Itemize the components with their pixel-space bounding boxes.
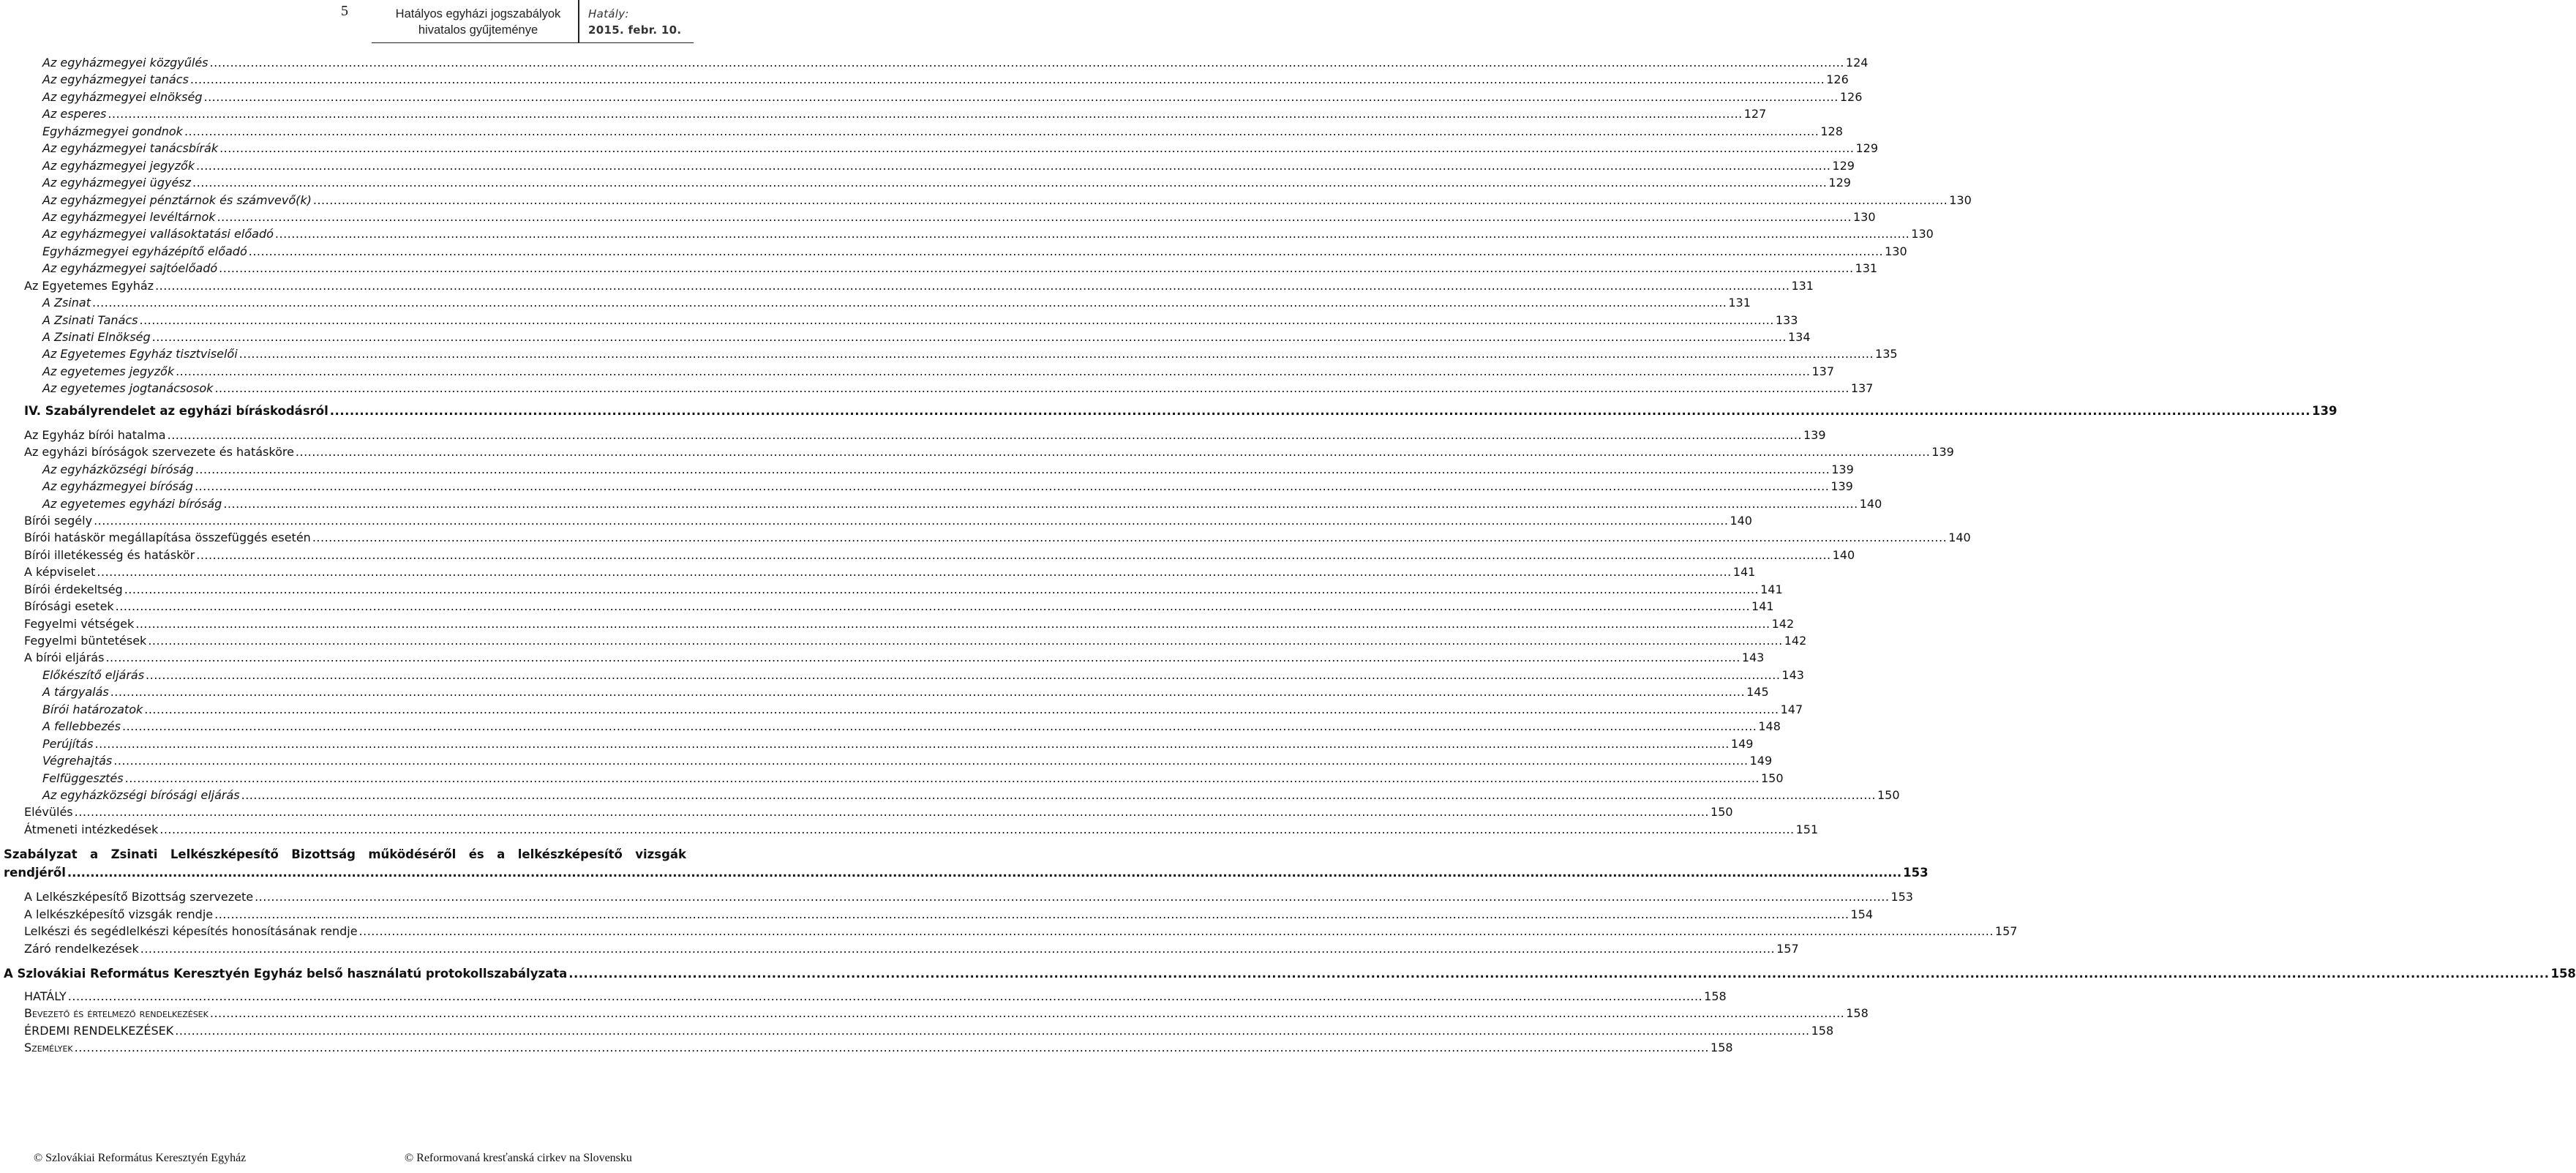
toc-leader-dots: ................................................................................................................................................................................................................................................................................................................................................................................................................	[209, 1006, 1845, 1021]
toc-leader-dots: ................................................................................................................................................................................................................................................................................................................................................................................................................	[192, 176, 1828, 190]
toc-entry[interactable]	[0, 940, 1799, 957]
toc-leader-dots: ................................................................................................................................................................................................................................................................................................................................................................................................................	[92, 296, 1727, 310]
toc-section-heading[interactable]	[0, 963, 2576, 985]
toc-leader-dots: ................................................................................................................................................................................................................................................................................................................................................................................................................	[124, 771, 1760, 785]
toc-entry[interactable]	[0, 735, 1754, 752]
toc-entry[interactable]	[0, 363, 1834, 380]
toc-entry-page: 153	[1890, 890, 1913, 904]
toc-leader-dots: ................................................................................................................................................................................................................................................................................................................................................................................................................	[151, 330, 1787, 344]
toc-entry-page: 129	[1855, 141, 1878, 156]
toc-entry-title: Az egyházmegyei közgyűlés	[42, 56, 209, 70]
toc-entry-page: 139	[2312, 403, 2337, 418]
toc-leader-dots: ................................................................................................................................................................................................................................................................................................................................................................................................................	[203, 89, 1839, 104]
toc-entry-page: 131	[1855, 261, 1878, 276]
toc-entry[interactable]	[0, 71, 1849, 88]
toc-entry[interactable]	[0, 443, 1954, 460]
toc-entry-page: 131	[1728, 296, 1751, 310]
toc-leader-dots: ................................................................................................................................................................................................................................................................................................................................................................................................................	[124, 582, 1760, 596]
toc-entry-title: Bírói illetékesség és hatáskör	[24, 547, 195, 562]
toc-entry-title: Az egyházi bíróságok szervezete és hatásköre	[24, 445, 294, 460]
toc-entry-page: 126	[1826, 72, 1849, 87]
effective-label: Hatály:	[588, 7, 629, 20]
toc-entry-title: A Zsinati Tanács	[42, 312, 138, 327]
toc-leader-dots: ................................................................................................................................................................................................................................................................................................................................................................................................................	[155, 278, 1790, 293]
toc-entry-page: 140	[1859, 496, 1882, 511]
toc-entry-page: 147	[1780, 702, 1803, 716]
toc-entry-page: 143	[1741, 651, 1765, 665]
toc-entry[interactable]	[0, 294, 1751, 311]
toc-entry[interactable]	[0, 174, 1851, 191]
toc-leader-dots: ................................................................................................................................................................................................................................................................................................................................................................................................................	[209, 56, 1844, 70]
toc-entry-page: 139	[1831, 462, 1854, 476]
footer-copyright-hungarian: © Szlovákiai Református Keresztyén Egyház	[34, 1152, 247, 1164]
toc-entry-page: 141	[1760, 582, 1783, 596]
toc-entry-title: Az esperes	[42, 107, 107, 121]
toc-entry[interactable]	[0, 683, 1769, 700]
toc-leader-dots: ................................................................................................................................................................................................................................................................................................................................................................................................................	[108, 107, 1743, 121]
toc-leader-dots: ................................................................................................................................................................................................................................................................................................................................................................................................................	[312, 192, 1948, 207]
toc-leader-dots: ................................................................................................................................................................................................................................................................................................................................................................................................................	[248, 244, 1884, 258]
toc-entry-page: 142	[1784, 634, 1807, 648]
toc-leader-dots: ................................................................................................................................................................................................................................................................................................................................................................................................................	[241, 787, 1876, 802]
toc-leader-dots: ................................................................................................................................................................................................................................................................................................................................................................................................................	[148, 634, 1783, 648]
toc-leader-dots: ................................................................................................................................................................................................................................................................................................................................................................................................................	[239, 347, 1874, 361]
toc-entry-title: Záró rendelkezések	[24, 941, 139, 956]
toc-leader-dots: ................................................................................................................................................................................................................................................................................................................................................................................................................	[110, 685, 1746, 700]
header-title-line2: hivatalos gyűjteménye	[418, 23, 538, 37]
toc-entry-page: 158	[1704, 989, 1727, 1003]
toc-entry-page: 140	[1730, 513, 1752, 528]
toc-entry[interactable]	[0, 821, 1819, 838]
toc-entry[interactable]	[0, 888, 1913, 905]
toc-leader-dots: ................................................................................................................................................................................................................................................................................................................................................................................................................	[94, 513, 1729, 528]
toc-entry-title: Elévülés	[24, 805, 73, 820]
toc-leader-dots: ................................................................................................................................................................................................................................................................................................................................................................................................................	[223, 496, 1858, 511]
toc-leader-dots: ................................................................................................................................................................................................................................................................................................................................................................................................................	[175, 1023, 1810, 1038]
toc-entry-page: 140	[1832, 547, 1855, 562]
toc-entry-page: 141	[1751, 599, 1774, 614]
toc-leader-dots: ................................................................................................................................................................................................................................................................................................................................................................................................................	[113, 754, 1749, 768]
toc-entry-title: HATÁLY	[24, 989, 67, 1003]
toc-leader-dots: ................................................................................................................................................................................................................................................................................................................................................................................................................	[329, 403, 2311, 418]
toc-entry[interactable]	[0, 529, 1971, 546]
toc-entry-title: A tárgyalás	[42, 685, 109, 700]
footer-copyright-slovak: © Reformovaná kresťanská cirkev na Slovensku	[405, 1152, 632, 1164]
toc-leader-dots: ................................................................................................................................................................................................................................................................................................................................................................................................................	[115, 599, 1751, 614]
toc-entry-title: Bevezető és értelmező rendelkezések	[24, 1006, 209, 1021]
toc-entry[interactable]	[0, 512, 1752, 529]
toc-entry[interactable]	[0, 701, 1803, 718]
toc-leader-dots: ................................................................................................................................................................................................................................................................................................................................................................................................................	[159, 822, 1795, 836]
toc-leader-dots: ................................................................................................................................................................................................................................................................................................................................................................................................................	[217, 209, 1852, 224]
toc-entry-title: IV. Szabályrendelet az egyházi bíráskodásról	[24, 403, 328, 418]
toc-entry-title: Fegyelmi vétségek	[24, 616, 135, 631]
toc-entry-page: 148	[1758, 719, 1781, 734]
toc-entry-title: Lelkészi és segédlelkészi képesítés honosításának rendje	[24, 924, 358, 939]
toc-leader-dots: ................................................................................................................................................................................................................................................................................................................................................................................................................	[176, 364, 1811, 378]
toc-entry-page: 139	[1830, 479, 1853, 494]
header-title	[385, 6, 571, 38]
toc-entry-page: 130	[1885, 244, 1907, 258]
toc-entry-page: 142	[1771, 616, 1795, 631]
toc-entry-page: 140	[1948, 531, 1971, 545]
toc-entry-title: Bírói határozatok	[42, 702, 143, 716]
toc-entry-page: 153	[1903, 866, 1929, 880]
toc-entry-title: Perújítás	[42, 736, 94, 751]
toc-leader-dots: ................................................................................................................................................................................................................................................................................................................................................................................................................	[146, 667, 1781, 682]
toc-entry[interactable]	[0, 312, 1798, 329]
toc-entry[interactable]	[0, 988, 1727, 1005]
toc-entry[interactable]	[0, 260, 1878, 277]
toc-entry-title: Az Egyetemes Egyház	[24, 278, 154, 293]
toc-leader-dots: ................................................................................................................................................................................................................................................................................................................................................................................................................	[196, 158, 1831, 173]
toc-leader-dots: ................................................................................................................................................................................................................................................................................................................................................................................................................	[312, 531, 1948, 545]
toc-leader-dots: ................................................................................................................................................................................................................................................................................................................................................................................................................	[295, 445, 1931, 460]
toc-entry-page: 150	[1760, 771, 1784, 785]
toc-entry-title: A képviselet	[24, 565, 96, 580]
toc-entry[interactable]	[0, 461, 1854, 478]
toc-leader-dots: ................................................................................................................................................................................................................................................................................................................................................................................................................	[219, 141, 1855, 156]
toc-entry-title: Az egyetemes jogtanácsosok	[42, 381, 214, 396]
toc-entry[interactable]	[0, 157, 1855, 174]
toc-entry-page: 154	[1850, 907, 1874, 921]
toc-entry[interactable]	[0, 667, 1804, 683]
toc-entry-page: 139	[1931, 445, 1954, 460]
toc-entry[interactable]	[0, 495, 1882, 512]
toc-leader-dots: ................................................................................................................................................................................................................................................................................................................................................................................................................	[67, 866, 1902, 880]
toc-heading-line2: rendjéről	[4, 866, 66, 880]
toc-leader-dots: ................................................................................................................................................................................................................................................................................................................................................................................................................	[94, 736, 1730, 751]
toc-entry[interactable]	[0, 105, 1767, 122]
toc-entry-title: Személyek	[24, 1041, 73, 1055]
toc-entry-title: Egyházmegyei egyházépítő előadó	[42, 244, 247, 258]
toc-entry-title: A Zsinat	[42, 296, 91, 310]
toc-entry[interactable]	[0, 906, 1874, 923]
toc-entry-title: Az egyházmegyei ügyész	[42, 176, 192, 190]
toc-entry[interactable]	[0, 345, 1898, 362]
toc-entry-title: Bírói segély	[24, 513, 93, 528]
toc-entry-page: 127	[1743, 107, 1767, 121]
toc-entry[interactable]	[0, 192, 1972, 209]
toc-entry[interactable]	[0, 243, 1907, 260]
toc-leader-dots: ................................................................................................................................................................................................................................................................................................................................................................................................................	[274, 227, 1910, 241]
toc-leader-dots: ................................................................................................................................................................................................................................................................................................................................................................................................................	[97, 565, 1732, 580]
toc-entry[interactable]	[0, 718, 1781, 735]
header-effective	[588, 6, 691, 38]
toc-entry-title: Az egyházmegyei tanács	[42, 72, 189, 87]
toc-leader-dots: ................................................................................................................................................................................................................................................................................................................................................................................................................	[105, 651, 1741, 665]
header-title-line1: Hatályos egyházi jogszabályok	[395, 7, 561, 20]
toc-entry-title: Az egyetemes jegyzők	[42, 364, 175, 378]
toc-entry[interactable]	[0, 1005, 1869, 1022]
toc-leader-dots: ................................................................................................................................................................................................................................................................................................................................................................................................................	[74, 1041, 1710, 1055]
toc-entry-page: 143	[1781, 667, 1804, 682]
toc-entry-page: 137	[1850, 381, 1874, 396]
toc-entry-page: 124	[1845, 56, 1869, 70]
toc-entry[interactable]	[0, 615, 1795, 632]
toc-leader-dots: ................................................................................................................................................................................................................................................................................................................................................................................................................	[255, 890, 1890, 904]
toc-entry-title: Az egyházmegyei levéltárnok	[42, 209, 216, 224]
toc-spacer	[0, 838, 702, 845]
toc-entry-page: 141	[1732, 565, 1756, 580]
toc-entry-title: A Zsinati Elnökség	[42, 330, 151, 344]
toc-entry[interactable]	[0, 140, 1878, 157]
toc-leader-dots: ................................................................................................................................................................................................................................................................................................................................................................................................................	[184, 124, 1820, 138]
toc-entry-page: 137	[1811, 364, 1834, 378]
toc-leader-dots: ................................................................................................................................................................................................................................................................................................................................................................................................................	[214, 907, 1850, 921]
toc-entry[interactable]	[0, 787, 1900, 803]
toc-leader-dots: ................................................................................................................................................................................................................................................................................................................................................................................................................	[67, 989, 1703, 1003]
toc-entry-page: 150	[1877, 787, 1900, 802]
toc-entry[interactable]	[0, 770, 1784, 787]
toc-entry[interactable]	[0, 632, 1807, 649]
toc-entry-page: 157	[1994, 924, 2018, 939]
toc-entry-page: 149	[1730, 736, 1754, 751]
toc-entry-title: Átmeneti intézkedések	[24, 822, 159, 836]
toc-leader-dots: ................................................................................................................................................................................................................................................................................................................................................................................................................	[214, 381, 1850, 396]
toc-entry-title: Az Egyház bírói hatalma	[24, 427, 166, 442]
toc-entry-page: 129	[1832, 158, 1855, 173]
toc-entry-title: Bírósági esetek	[24, 599, 114, 614]
toc-entry-page: 158	[1846, 1006, 1869, 1021]
toc-entry-title: ÉRDEMI RENDELKEZÉSEK	[24, 1023, 174, 1038]
toc-entry[interactable]	[0, 547, 1855, 563]
toc-entry-page: 129	[1828, 176, 1851, 190]
toc-leader-dots: ................................................................................................................................................................................................................................................................................................................................................................................................................	[358, 924, 1994, 939]
toc-entry-title: Az Egyetemes Egyház tisztviselői	[42, 347, 238, 361]
toc-entry-title: Végrehajtás	[42, 754, 113, 768]
toc-entry-title: Az egyetemes egyházi bíróság	[42, 496, 222, 511]
toc-entry-title: Bírói érdekeltség	[24, 582, 123, 596]
toc-spacer	[0, 957, 702, 963]
toc-entry-page: 158	[1811, 1023, 1834, 1038]
toc-entry-page: 151	[1795, 822, 1819, 836]
toc-entry[interactable]	[0, 209, 1876, 225]
toc-leader-dots: ................................................................................................................................................................................................................................................................................................................................................................................................................	[194, 479, 1830, 494]
toc-entry-title: Az egyházmegyei elnökség	[42, 89, 203, 104]
toc-entry[interactable]	[0, 1039, 1733, 1056]
toc-leader-dots: ................................................................................................................................................................................................................................................................................................................................................................................................................	[140, 941, 1776, 956]
toc-leader-dots: ................................................................................................................................................................................................................................................................................................................................................................................................................	[167, 427, 1802, 442]
toc-entry[interactable]	[0, 225, 1934, 242]
toc-entry-page: 126	[1839, 89, 1863, 104]
toc-entry-page: 139	[1803, 427, 1826, 442]
toc-leader-dots: ................................................................................................................................................................................................................................................................................................................................................................................................................	[135, 616, 1770, 631]
toc-entry-title: A Lelkészképesítő Bizottság szervezete	[24, 890, 254, 904]
toc-leader-dots: ................................................................................................................................................................................................................................................................................................................................................................................................................	[196, 547, 1831, 562]
toc-entry-title: A bírói eljárás	[24, 651, 105, 665]
toc-entry[interactable]	[0, 563, 1756, 580]
toc-entry-title: Egyházmegyei gondnok	[42, 124, 183, 138]
toc-entry[interactable]	[0, 89, 1863, 105]
toc-entry[interactable]	[0, 649, 1765, 666]
toc-entry-page: 131	[1791, 278, 1814, 293]
toc-entry-title: A Szlovákiai Református Keresztyén Egyház belső használatú protokollszabályzata	[4, 967, 568, 981]
toc-entry[interactable]	[0, 803, 1733, 820]
toc-entry-page: 130	[1949, 192, 1972, 207]
toc-entry-title: Az egyházmegyei jegyzők	[42, 158, 195, 173]
toc-entry[interactable]	[0, 277, 1814, 294]
toc-leader-dots: ................................................................................................................................................................................................................................................................................................................................................................................................................	[74, 805, 1710, 820]
toc-entry-title: A fellebbezés	[42, 719, 121, 734]
toc-entry[interactable]	[0, 329, 1811, 345]
toc-leader-dots: ................................................................................................................................................................................................................................................................................................................................................................................................................	[121, 719, 1757, 734]
toc-leader-dots: ................................................................................................................................................................................................................................................................................................................................................................................................................	[189, 72, 1825, 87]
toc-entry-page: 157	[1776, 941, 1799, 956]
toc-leader-dots: ................................................................................................................................................................................................................................................................................................................................................................................................................	[144, 702, 1779, 716]
toc-entry-title: Bírói hatáskör megállapítása összefüggés esetén	[24, 531, 311, 545]
toc-entry[interactable]	[0, 581, 1783, 598]
toc-entry-title: Előkészítő eljárás	[42, 667, 145, 682]
toc-entry-page: 150	[1711, 805, 1733, 820]
toc-heading-line1: Szabályzat a Zsinati Lelkészképesítő Bizottság működéséről és a lelkészképesítő vizsgák	[4, 847, 686, 862]
page-number: 5	[341, 3, 348, 19]
toc-entry-page: 130	[1852, 209, 1876, 224]
toc-leader-dots: ................................................................................................................................................................................................................................................................................................................................................................................................................	[568, 967, 2550, 981]
toc-entry-title: Az egyházközségi bíróság	[42, 462, 194, 476]
toc-leader-dots: ................................................................................................................................................................................................................................................................................................................................................................................................................	[195, 462, 1830, 476]
toc-entry-page: 145	[1746, 685, 1769, 700]
toc-entry-page: 158	[2550, 967, 2576, 981]
running-header	[372, 0, 694, 43]
toc-entry[interactable]	[0, 923, 2018, 940]
toc-entry[interactable]	[0, 427, 1826, 443]
toc-entry[interactable]	[0, 1022, 1834, 1039]
toc-entry-page: 128	[1820, 124, 1843, 138]
toc-entry-title: Az egyházmegyei bíróság	[42, 479, 193, 494]
toc-entry-title: Felfüggesztés	[42, 771, 124, 785]
header-divider	[578, 0, 579, 42]
toc-entry-title: Fegyelmi büntetések	[24, 634, 147, 648]
toc-entry-title: Az egyházmegyei tanácsbírák	[42, 141, 219, 156]
toc-entry-page: 158	[1711, 1041, 1733, 1055]
toc-entry-title: Az egyházközségi bírósági eljárás	[42, 787, 240, 802]
toc-entry[interactable]	[0, 598, 1774, 615]
toc-entry-page: 133	[1775, 312, 1798, 327]
toc-entry-page: 149	[1749, 754, 1773, 768]
toc-entry[interactable]	[0, 380, 1874, 397]
toc-entry-title: Az egyházmegyei vallásoktatási előadó	[42, 227, 274, 241]
effective-date: 2015. febr. 10.	[588, 23, 682, 37]
table-of-contents	[0, 54, 2576, 1057]
toc-section-heading[interactable]	[0, 845, 1929, 882]
toc-entry-title: Az egyházmegyei sajtóelőadó	[42, 261, 218, 276]
toc-leader-dots: ................................................................................................................................................................................................................................................................................................................................................................................................................	[139, 312, 1774, 327]
toc-entry[interactable]	[0, 752, 1773, 769]
toc-spacer	[0, 882, 702, 888]
toc-entry[interactable]	[0, 123, 1843, 140]
toc-entry-title: Az egyházmegyei pénztárnok és számvevő(k)	[42, 192, 312, 207]
toc-entry-page: 135	[1875, 347, 1898, 361]
toc-entry-page: 130	[1911, 227, 1934, 241]
toc-leader-dots: ................................................................................................................................................................................................................................................................................................................................................................................................................	[219, 261, 1854, 276]
toc-entry-page: 134	[1787, 330, 1811, 344]
toc-section-heading[interactable]	[0, 400, 2337, 422]
toc-entry[interactable]	[0, 54, 1869, 71]
toc-entry[interactable]	[0, 478, 1853, 495]
toc-entry-title: A lelkészképesítő vizsgák rendje	[24, 907, 214, 921]
